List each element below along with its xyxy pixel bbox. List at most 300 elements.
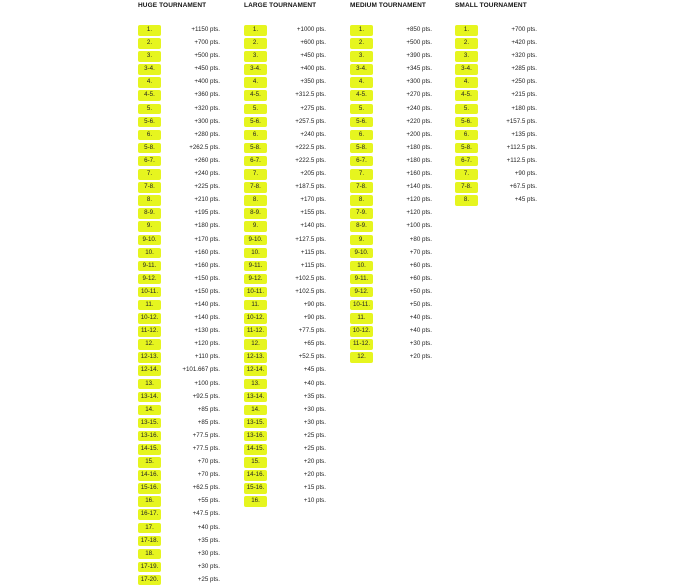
list-item — [350, 129, 432, 142]
points-list — [138, 24, 220, 587]
placement-badge: 5-6. — [244, 117, 267, 128]
points-value: +10 pts. — [303, 497, 326, 505]
list-item — [244, 220, 326, 233]
points-value: +140 pts. — [406, 183, 432, 191]
list-item — [138, 522, 220, 535]
points-value: +112.5 pts. — [506, 143, 537, 151]
points-value: +160 pts. — [194, 248, 220, 256]
list-item — [244, 103, 326, 116]
placement-badge: 6. — [350, 130, 373, 141]
list-item — [244, 299, 326, 312]
placement-badge: 9-10. — [244, 235, 267, 246]
list-item — [350, 299, 432, 312]
list-item — [138, 168, 220, 181]
list-item — [138, 103, 220, 116]
list-item — [244, 273, 326, 286]
placement-badge: 5-6. — [455, 117, 478, 128]
list-item — [244, 247, 326, 260]
list-item — [350, 89, 432, 102]
list-item — [138, 495, 220, 508]
points-value: +40 pts. — [197, 523, 220, 531]
list-item — [138, 325, 220, 338]
placement-badge: 13-16. — [138, 431, 161, 442]
points-value: +140 pts. — [194, 314, 220, 322]
list-item — [138, 417, 220, 430]
placement-badge: 17-19. — [138, 562, 161, 573]
points-value: +150 pts. — [194, 287, 220, 295]
list-item — [244, 351, 326, 364]
points-value: +700 pts. — [511, 26, 537, 33]
points-value: +40 pts. — [409, 314, 432, 322]
placement-badge: 7-9. — [350, 208, 373, 219]
points-value: +140 pts. — [194, 300, 220, 308]
placement-badge: 5-8. — [244, 143, 267, 154]
points-value: +850 pts. — [406, 26, 432, 33]
points-value: +130 pts. — [194, 327, 220, 335]
placement-badge: 11-12. — [244, 326, 267, 337]
list-item — [138, 155, 220, 168]
points-value: +250 pts. — [511, 78, 537, 86]
placement-badge: 18. — [138, 549, 161, 560]
placement-badge: 4-5. — [138, 90, 161, 101]
points-value: +90 pts. — [303, 300, 326, 308]
points-value: +92.5 pts. — [192, 392, 220, 400]
placement-badge: 2. — [138, 38, 161, 49]
list-item — [138, 404, 220, 417]
placement-badge: 4-5. — [244, 90, 267, 101]
list-item — [244, 391, 326, 404]
list-item — [350, 103, 432, 116]
points-value: +180 pts. — [406, 156, 432, 164]
placement-badge: 5. — [350, 104, 373, 115]
list-item — [455, 103, 537, 116]
placement-badge: 6-7. — [138, 156, 161, 167]
points-value: +400 pts. — [194, 78, 220, 86]
points-value: +102.5 pts. — [295, 287, 326, 295]
placement-badge: 1. — [455, 25, 478, 36]
points-value: +180 pts. — [194, 222, 220, 230]
points-list — [455, 24, 537, 207]
points-value: +700 pts. — [194, 39, 220, 47]
list-item — [138, 430, 220, 443]
placement-badge: 11-12. — [138, 326, 161, 337]
placement-badge: 17. — [138, 523, 161, 534]
points-value: +270 pts. — [406, 91, 432, 99]
points-value: +222.5 pts. — [295, 156, 326, 164]
list-item — [138, 364, 220, 377]
list-item — [138, 50, 220, 63]
list-item — [244, 430, 326, 443]
list-item — [138, 207, 220, 220]
placement-badge: 9-11. — [350, 274, 373, 285]
points-value: +280 pts. — [194, 130, 220, 138]
placement-badge: 9-12. — [244, 274, 267, 285]
list-item — [138, 234, 220, 247]
points-value: +70 pts. — [409, 248, 432, 256]
list-item — [455, 155, 537, 168]
list-item — [138, 535, 220, 548]
list-item — [350, 312, 432, 325]
placement-badge: 12-13. — [138, 352, 161, 363]
list-item — [455, 37, 537, 50]
list-item — [350, 194, 432, 207]
placement-badge: 6-7. — [350, 156, 373, 167]
points-value: +500 pts. — [406, 39, 432, 47]
points-value: +30 pts. — [303, 405, 326, 413]
list-item — [244, 495, 326, 508]
placement-badge: 4. — [138, 77, 161, 88]
points-value: +205 pts. — [300, 170, 326, 178]
points-value: +60 pts. — [409, 261, 432, 269]
points-value: +112.5 pts. — [506, 156, 537, 164]
list-item — [455, 76, 537, 89]
points-value: +65 pts. — [303, 340, 326, 348]
placement-badge: 11. — [244, 300, 267, 311]
list-item — [138, 194, 220, 207]
placement-badge: 12-13. — [244, 352, 267, 363]
points-value: +285 pts. — [511, 65, 537, 73]
points-value: +450 pts. — [300, 52, 326, 60]
list-item — [350, 116, 432, 129]
points-value: +25 pts. — [303, 445, 326, 452]
placement-badge: 14-15. — [138, 444, 161, 455]
list-item — [138, 391, 220, 404]
placement-badge: 14-15. — [244, 444, 267, 455]
points-value: +240 pts. — [194, 170, 220, 178]
points-list — [244, 24, 326, 508]
placement-badge: 10. — [138, 248, 161, 259]
list-item — [244, 417, 326, 430]
list-item — [138, 129, 220, 142]
placement-badge: 9-10. — [350, 248, 373, 259]
list-item — [244, 142, 326, 155]
list-item — [350, 338, 432, 351]
points-value: +30 pts. — [197, 549, 220, 557]
points-value: +127.5 pts. — [295, 235, 326, 243]
points-value: +210 pts. — [194, 196, 220, 204]
points-value: +200 pts. — [406, 130, 432, 138]
list-item — [244, 286, 326, 299]
points-value: +90 pts. — [514, 170, 537, 178]
list-item — [138, 273, 220, 286]
placement-badge: 9. — [138, 221, 161, 232]
list-item — [138, 142, 220, 155]
list-item — [138, 37, 220, 50]
list-item — [244, 155, 326, 168]
list-item — [455, 181, 537, 194]
column-title: HUGE TOURNAMENT — [138, 2, 207, 9]
placement-badge: 8-9. — [244, 208, 267, 219]
points-value: +300 pts. — [406, 78, 432, 86]
placement-badge: 5-8. — [350, 143, 373, 154]
list-item — [350, 50, 432, 63]
list-item — [138, 508, 220, 521]
placement-badge: 14-16. — [244, 470, 267, 481]
points-value: +150 pts. — [194, 274, 220, 282]
list-item — [244, 116, 326, 129]
placement-badge: 7. — [138, 169, 161, 180]
list-item — [244, 482, 326, 495]
points-value: +62.5 pts. — [192, 484, 220, 492]
points-value: +25 pts. — [197, 575, 220, 583]
points-value: +30 pts. — [303, 418, 326, 426]
column-title: LARGE TOURNAMENT — [244, 2, 317, 9]
points-value: +170 pts. — [300, 196, 326, 204]
list-item — [455, 24, 537, 37]
list-item — [138, 561, 220, 574]
list-item — [350, 76, 432, 89]
points-value: +240 pts. — [300, 130, 326, 138]
points-value: +180 pts. — [406, 143, 432, 151]
points-value: +120 pts. — [406, 196, 432, 204]
placement-badge: 10-12. — [244, 313, 267, 324]
placement-badge: 8-9. — [350, 221, 373, 232]
placement-badge: 3. — [138, 51, 161, 62]
placement-badge: 6. — [455, 130, 478, 141]
placement-badge: 2. — [455, 38, 478, 49]
list-item — [244, 364, 326, 377]
placement-badge: 13-14. — [244, 392, 267, 403]
placement-badge: 10. — [244, 248, 267, 259]
points-value: +195 pts. — [194, 209, 220, 217]
placement-badge: 4-5. — [455, 90, 478, 101]
list-item — [350, 168, 432, 181]
points-value: +50 pts. — [409, 300, 432, 308]
list-item — [244, 443, 326, 456]
list-item — [350, 63, 432, 76]
placement-badge: 5-6. — [350, 117, 373, 128]
points-value: +102.5 pts. — [295, 274, 326, 282]
points-value: +60 pts. — [409, 274, 432, 282]
points-value: +1150 pts. — [191, 26, 220, 33]
points-value: +420 pts. — [511, 39, 537, 47]
points-value: +30 pts. — [197, 562, 220, 570]
placement-badge: 13-15. — [244, 418, 267, 429]
points-value: +70 pts. — [197, 471, 220, 479]
points-value: +90 pts. — [303, 314, 326, 322]
list-item — [244, 234, 326, 247]
points-value: +45 pts. — [303, 366, 326, 374]
placement-badge: 12. — [138, 339, 161, 350]
list-item — [350, 273, 432, 286]
list-item — [244, 168, 326, 181]
points-value: +20 pts. — [409, 353, 432, 361]
list-item — [350, 207, 432, 220]
column-title: MEDIUM TOURNAMENT — [350, 2, 426, 9]
placement-badge: 7. — [455, 169, 478, 180]
placement-badge: 3. — [350, 51, 373, 62]
placement-badge: 7. — [244, 169, 267, 180]
placement-badge: 3-4. — [244, 64, 267, 75]
list-item — [350, 24, 432, 37]
points-value: +100 pts. — [406, 222, 432, 230]
points-value: +450 pts. — [194, 65, 220, 73]
points-value: +25 pts. — [303, 431, 326, 439]
placement-badge: 1. — [244, 25, 267, 36]
placement-badge: 8-9. — [138, 208, 161, 219]
points-value: +257.5 pts. — [295, 117, 326, 125]
points-value: +101.667 pts. — [182, 366, 220, 374]
list-item — [350, 181, 432, 194]
list-item — [350, 142, 432, 155]
points-value: +160 pts. — [194, 261, 220, 269]
placement-badge: 11-12. — [350, 339, 373, 350]
list-item — [350, 260, 432, 273]
list-item — [455, 129, 537, 142]
points-value: +120 pts. — [406, 209, 432, 217]
list-item — [455, 50, 537, 63]
points-value: +500 pts. — [194, 52, 220, 60]
placement-badge: 13-16. — [244, 431, 267, 442]
placement-badge: 10-12. — [138, 313, 161, 324]
placement-badge: 2. — [244, 38, 267, 49]
list-item — [350, 325, 432, 338]
list-item — [455, 194, 537, 207]
list-item — [138, 247, 220, 260]
points-value: +180 pts. — [511, 104, 537, 112]
points-value: +140 pts. — [300, 222, 326, 230]
placement-badge: 5. — [455, 104, 478, 115]
placement-badge: 13-14. — [138, 392, 161, 403]
points-value: +77.5 pts. — [192, 445, 220, 452]
list-item — [138, 351, 220, 364]
placement-badge: 4. — [244, 77, 267, 88]
list-item — [350, 155, 432, 168]
list-item — [138, 548, 220, 561]
points-value: +55 pts. — [197, 497, 220, 505]
placement-badge: 16. — [244, 496, 267, 507]
points-value: +35 pts. — [303, 392, 326, 400]
list-item — [244, 24, 326, 37]
points-value: +47.5 pts. — [192, 510, 220, 518]
list-item — [350, 220, 432, 233]
placement-badge: 12. — [350, 352, 373, 363]
list-item — [455, 168, 537, 181]
points-value: +312.5 pts. — [295, 91, 326, 99]
points-value: +120 pts. — [194, 340, 220, 348]
placement-badge: 5-8. — [138, 143, 161, 154]
points-value: +400 pts. — [300, 65, 326, 73]
points-value: +115 pts. — [300, 248, 326, 256]
placement-badge: 3. — [244, 51, 267, 62]
placement-badge: 7-8. — [350, 182, 373, 193]
placement-badge: 8. — [350, 195, 373, 206]
placement-badge: 6. — [138, 130, 161, 141]
list-item — [138, 24, 220, 37]
list-item — [138, 89, 220, 102]
list-item — [244, 207, 326, 220]
points-value: +360 pts. — [194, 91, 220, 99]
points-value: +300 pts. — [194, 117, 220, 125]
list-item — [244, 63, 326, 76]
points-value: +52.5 pts. — [298, 353, 326, 361]
list-item — [244, 338, 326, 351]
placement-badge: 4. — [350, 77, 373, 88]
list-item — [455, 116, 537, 129]
placement-badge: 16. — [138, 496, 161, 507]
placement-badge: 13. — [244, 379, 267, 390]
points-value: +320 pts. — [511, 52, 537, 60]
points-value: +390 pts. — [406, 52, 432, 60]
list-item — [244, 378, 326, 391]
list-item — [138, 286, 220, 299]
list-item — [138, 469, 220, 482]
placement-badge: 13. — [138, 379, 161, 390]
list-item — [138, 312, 220, 325]
points-value: +85 pts. — [197, 418, 220, 426]
points-value: +77.5 pts. — [192, 431, 220, 439]
placement-badge: 4. — [455, 77, 478, 88]
points-value: +80 pts. — [409, 235, 432, 243]
list-item — [244, 469, 326, 482]
points-list — [350, 24, 432, 364]
list-item — [244, 50, 326, 63]
points-value: +215 pts. — [511, 91, 537, 99]
placement-badge: 9-12. — [138, 274, 161, 285]
list-item — [138, 456, 220, 469]
placement-badge: 6-7. — [244, 156, 267, 167]
placement-badge: 10-11. — [244, 287, 267, 298]
placement-badge: 7-8. — [244, 182, 267, 193]
placement-badge: 9. — [350, 235, 373, 246]
points-value: +350 pts. — [300, 78, 326, 86]
placement-badge: 5. — [138, 104, 161, 115]
points-value: +240 pts. — [406, 104, 432, 112]
points-value: +110 pts. — [194, 353, 220, 361]
placement-badge: 15. — [244, 457, 267, 468]
column-title: SMALL TOURNAMENT — [455, 2, 527, 9]
points-value: +20 pts. — [303, 458, 326, 466]
points-value: +70 pts. — [197, 458, 220, 466]
list-item — [244, 76, 326, 89]
points-value: +45 pts. — [514, 196, 537, 204]
points-value: +160 pts. — [406, 170, 432, 178]
placement-badge: 17-20. — [138, 575, 161, 586]
placement-badge: 16-17. — [138, 509, 161, 520]
placement-badge: 5-8. — [455, 143, 478, 154]
placement-badge: 4-5. — [350, 90, 373, 101]
points-value: +225 pts. — [194, 183, 220, 191]
points-value: +15 pts. — [303, 484, 326, 492]
list-item — [455, 63, 537, 76]
list-item — [350, 37, 432, 50]
placement-badge: 10. — [350, 261, 373, 272]
list-item — [350, 234, 432, 247]
placement-badge: 7-8. — [138, 182, 161, 193]
points-value: +40 pts. — [409, 327, 432, 335]
points-value: +30 pts. — [409, 340, 432, 348]
placement-badge: 1. — [350, 25, 373, 36]
placement-badge: 8. — [138, 195, 161, 206]
points-value: +600 pts. — [300, 39, 326, 47]
points-value: +85 pts. — [197, 405, 220, 413]
points-value: +320 pts. — [194, 104, 220, 112]
list-item — [138, 76, 220, 89]
placement-badge: 15-16. — [138, 483, 161, 494]
placement-badge: 13-15. — [138, 418, 161, 429]
placement-badge: 14. — [244, 405, 267, 416]
list-item — [138, 181, 220, 194]
points-value: +20 pts. — [303, 471, 326, 479]
placement-badge: 3-4. — [350, 64, 373, 75]
placement-badge: 9-11. — [244, 261, 267, 272]
list-item — [138, 378, 220, 391]
placement-badge: 14-16. — [138, 470, 161, 481]
placement-badge: 9-10. — [138, 235, 161, 246]
list-item — [138, 299, 220, 312]
points-value: +77.5 pts. — [298, 327, 326, 335]
placement-badge: 6. — [244, 130, 267, 141]
